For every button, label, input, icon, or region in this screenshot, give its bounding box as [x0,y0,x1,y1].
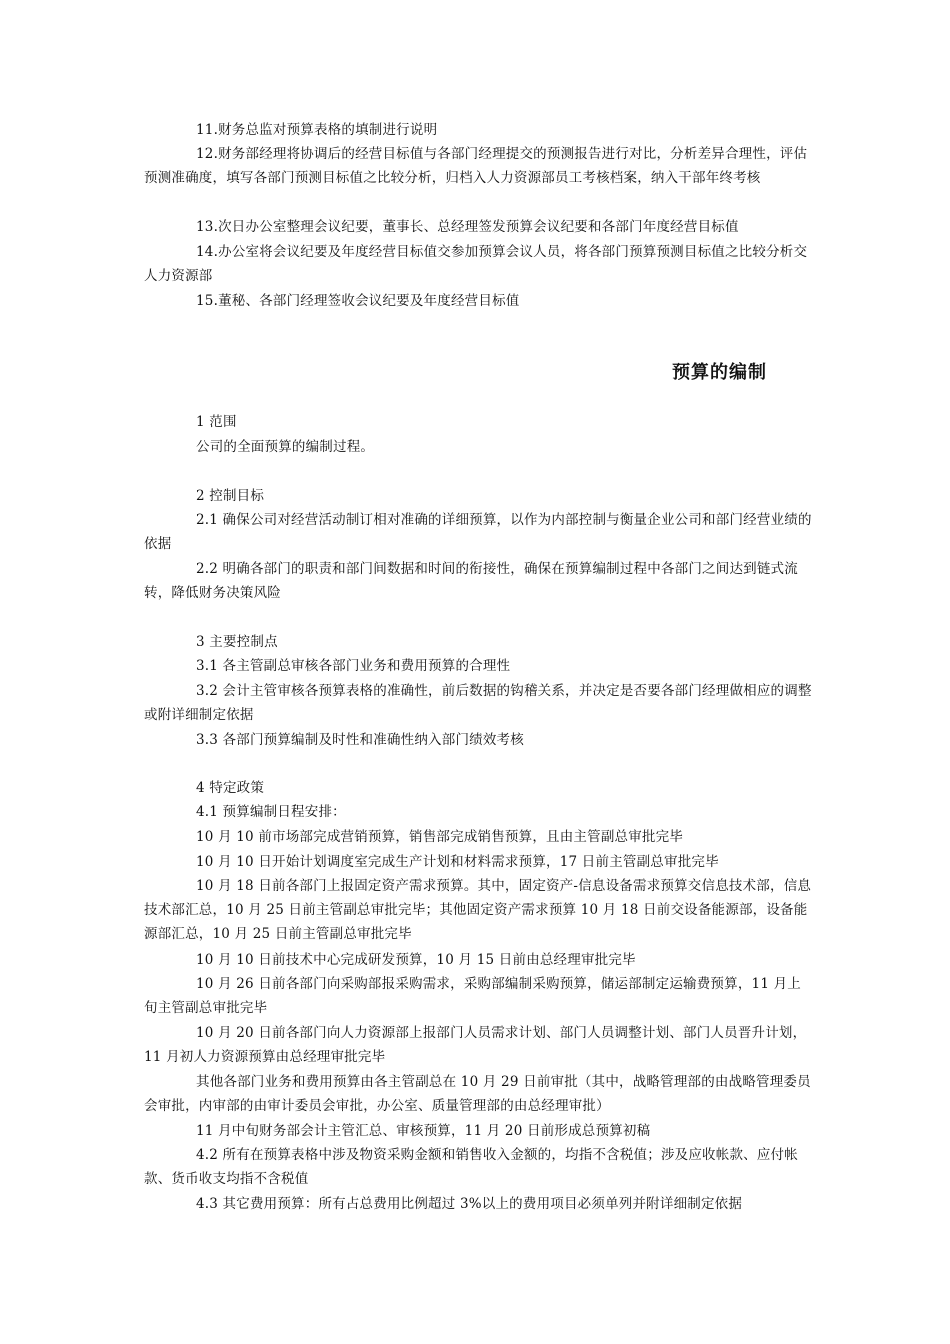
schedule-production: 10 月 10 日开始计划调度室完成生产计划和材料需求预算，17 日前主管副总审批完毕 [196,854,719,870]
scope-text: 公司的全面预算的编制过程。 [196,439,375,455]
control-goal-2-1: 2.1 确保公司对经营活动制订相对准确的详细预算，以作为内部控制与衡量企业公司和部门经营业绩的依据 [144,512,812,553]
schedule-fixed-assets: 10 月 18 日前各部门上报固定资产需求预算。其中，固定资产-信息设备需求预算交信息技术部，信息技术部汇总，10 月 25 日前主管副总审批完毕；其他固定资产需求预算 10 月 18 日前交设备能源部，设备能源部汇总，10 月 25 日前主管副总审批完毕 [144,878,812,943]
control-point-3-3: 3.3 各部门预算编制及时性和准确性纳入部门绩效考核 [196,732,524,748]
policy-4-3: 4.3 其它费用预算：所有占总费用比例超过 3%以上的费用项目必须单列并附详细制定依据 [196,1196,743,1212]
section-title: 预算的编制 [672,362,767,383]
item-13: 13.次日办公室整理会议纪要，董事长、总经理签发预算会议纪要和各部门年度经营目标值 [196,219,739,235]
schedule-other: 其他各部门业务和费用预算由各主管副总在 10 月 29 日前审批（其中，战略管理部的由战略管理委员会审批，内审部的由审计委员会审批，办公室、质量管理部的由总经理审批） [144,1074,811,1115]
schedule-marketing-sales: 10 月 10 前市场部完成营销预算，销售部完成销售预算，且由主管副总审批完毕 [196,829,684,845]
control-goal-2-2: 2.2 明确各部门的职责和部门间数据和时间的衔接性，确保在预算编制过程中各部门之间达到链式流转，降低财务决策风险 [144,561,798,602]
control-point-3-2: 3.2 会计主管审核各预算表格的准确性，前后数据的钩稽关系，并决定是否要各部门经理做相应的调整或附详细制定依据 [144,683,812,724]
policy-4-2: 4.2 所有在预算表格中涉及物资采购金额和销售收入金额的，均指不含税值；涉及应收帐款、应付帐款、货币收支均指不含税值 [144,1147,798,1188]
schedule-procurement: 10 月 26 日前各部门向采购部报采购需求，采购部编制采购预算，储运部制定运输费预算，11 月上旬主管副总审批完毕 [144,976,801,1017]
control-point-3-1: 3.1 各主管副总审核各部门业务和费用预算的合理性 [196,658,511,674]
item-14: 14.办公室将会议纪要及年度经营目标值交参加预算会议人员，将各部门预算预测目标值之比较分析交人力资源部 [144,244,808,285]
control-goal-heading: 2 控制目标 [196,488,265,504]
item-15: 15.董秘、各部门经理签收会议纪要及年度经营目标值 [196,293,520,309]
control-points-heading: 3 主要控制点 [196,634,278,650]
item-11: 11.财务总监对预算表格的填制进行说明 [196,122,438,138]
schedule-finance: 11 月中旬财务部会计主管汇总、审核预算，11 月 20 日前形成总预算初稿 [196,1123,651,1139]
policy-4-1: 4.1 预算编制日程安排： [196,804,346,820]
policy-heading: 4 特定政策 [196,780,265,796]
scope-heading: 1 范围 [196,414,237,430]
schedule-hr: 10 月 20 日前各部门向人力资源部上报部门人员需求计划、部门人员调整计划、部门人员晋升计划，11 月初人力资源预算由总经理审批完毕 [144,1025,807,1066]
item-12: 12.财务部经理将协调后的经营目标值与各部门经理提交的预测报告进行对比，分析差异合理性，评估预测准确度，填写各部门预测目标值之比较分析，归档入人力资源部员工考核档案，纳入干部年终考核 [144,146,808,187]
schedule-rnd: 10 月 10 日前技术中心完成研发预算，10 月 15 日前由总经理审批完毕 [196,952,636,968]
